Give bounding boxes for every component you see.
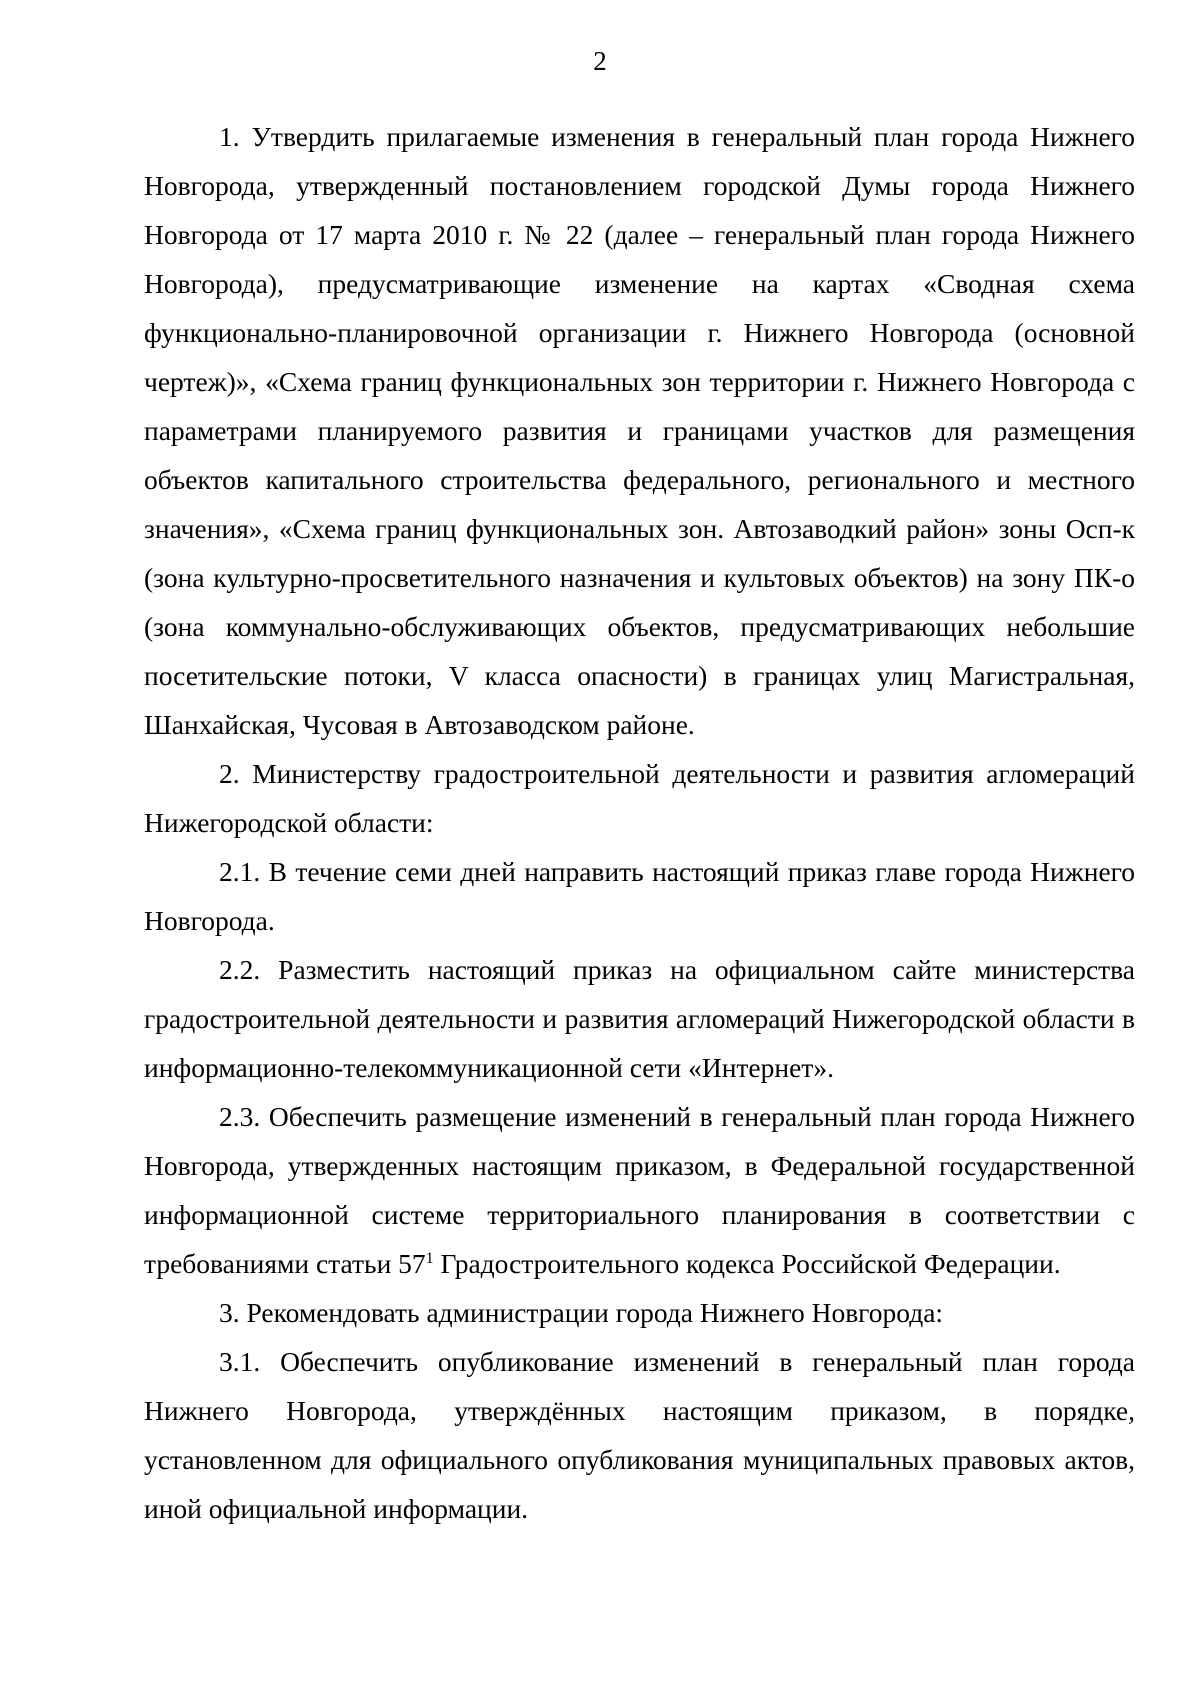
page-number: 2 bbox=[593, 46, 607, 76]
document-body bbox=[144, 112, 1135, 1533]
paragraph-1: 1. Утвердить прилагаемые изменения в генеральный план города Нижнего Новгорода, утвержденный постановлением городской Думы города Нижнего Новгорода от 17 марта 2010 г. № 22 (далее – генеральный план города Нижнего Новгорода), предусматривающие изменение на картах «Сводная схема функционально-планировочной организации г. Нижнего Новгорода (основной чертеж)», «Схема границ функциональных зон территории г. Нижнего Новгорода с параметрами планируемого развития и границами участков для размещения объектов капитального строительства федерального, регионального и местного значения», «Схема границ функциональных зон. Автозаводкий район» зоны Осп-к (зона культурно-просветительного назначения и культовых объектов) на зону ПК-о (зона коммунально-обслуживающих объектов, предусматривающих небольшие посетительские потоки, V класса опасности) в границах улиц Магистральная, Шанхайская, Чусовая в Автозаводском районе. bbox=[144, 121, 1135, 740]
paragraph-2-3 bbox=[144, 1092, 1135, 1288]
paragraph-2-1: 2.1. В течение семи дней направить настоящий приказ главе города Нижнего Новгорода. bbox=[144, 856, 1135, 936]
paragraph-2-3-text-before: 2.3. Обеспечить размещение изменений в генеральный план города Нижнего Новгорода, утвержденных настоящим приказом, в Федеральной государственной информационной системе территориального планирования в соответствии с требованиями статьи 57 bbox=[144, 1101, 1135, 1279]
paragraph-2-2: 2.2. Разместить настоящий приказ на официальном сайте министерства градостроительной деятельности и развития агломераций Нижегородской области в информационно-телекоммуникационной сети «Интернет». bbox=[144, 954, 1135, 1083]
paragraph-3: 3. Рекомендовать администрации города Нижнего Новгорода: bbox=[219, 1297, 944, 1328]
paragraph-2: 2. Министерству градостроительной деятельности и развития агломераций Нижегородской области: bbox=[144, 758, 1135, 838]
paragraph-2-3-text-after: Градостроительного кодекса Российской Федерации. bbox=[433, 1248, 1061, 1279]
paragraph-3-1: 3.1. Обеспечить опубликование изменений в генеральный план города Нижнего Новгорода, утверждённых настоящим приказом, в порядке, установленном для официального опубликования муниципальных правовых актов, иной официальной информации. bbox=[144, 1346, 1135, 1524]
article-superscript: 1 bbox=[425, 1249, 434, 1267]
